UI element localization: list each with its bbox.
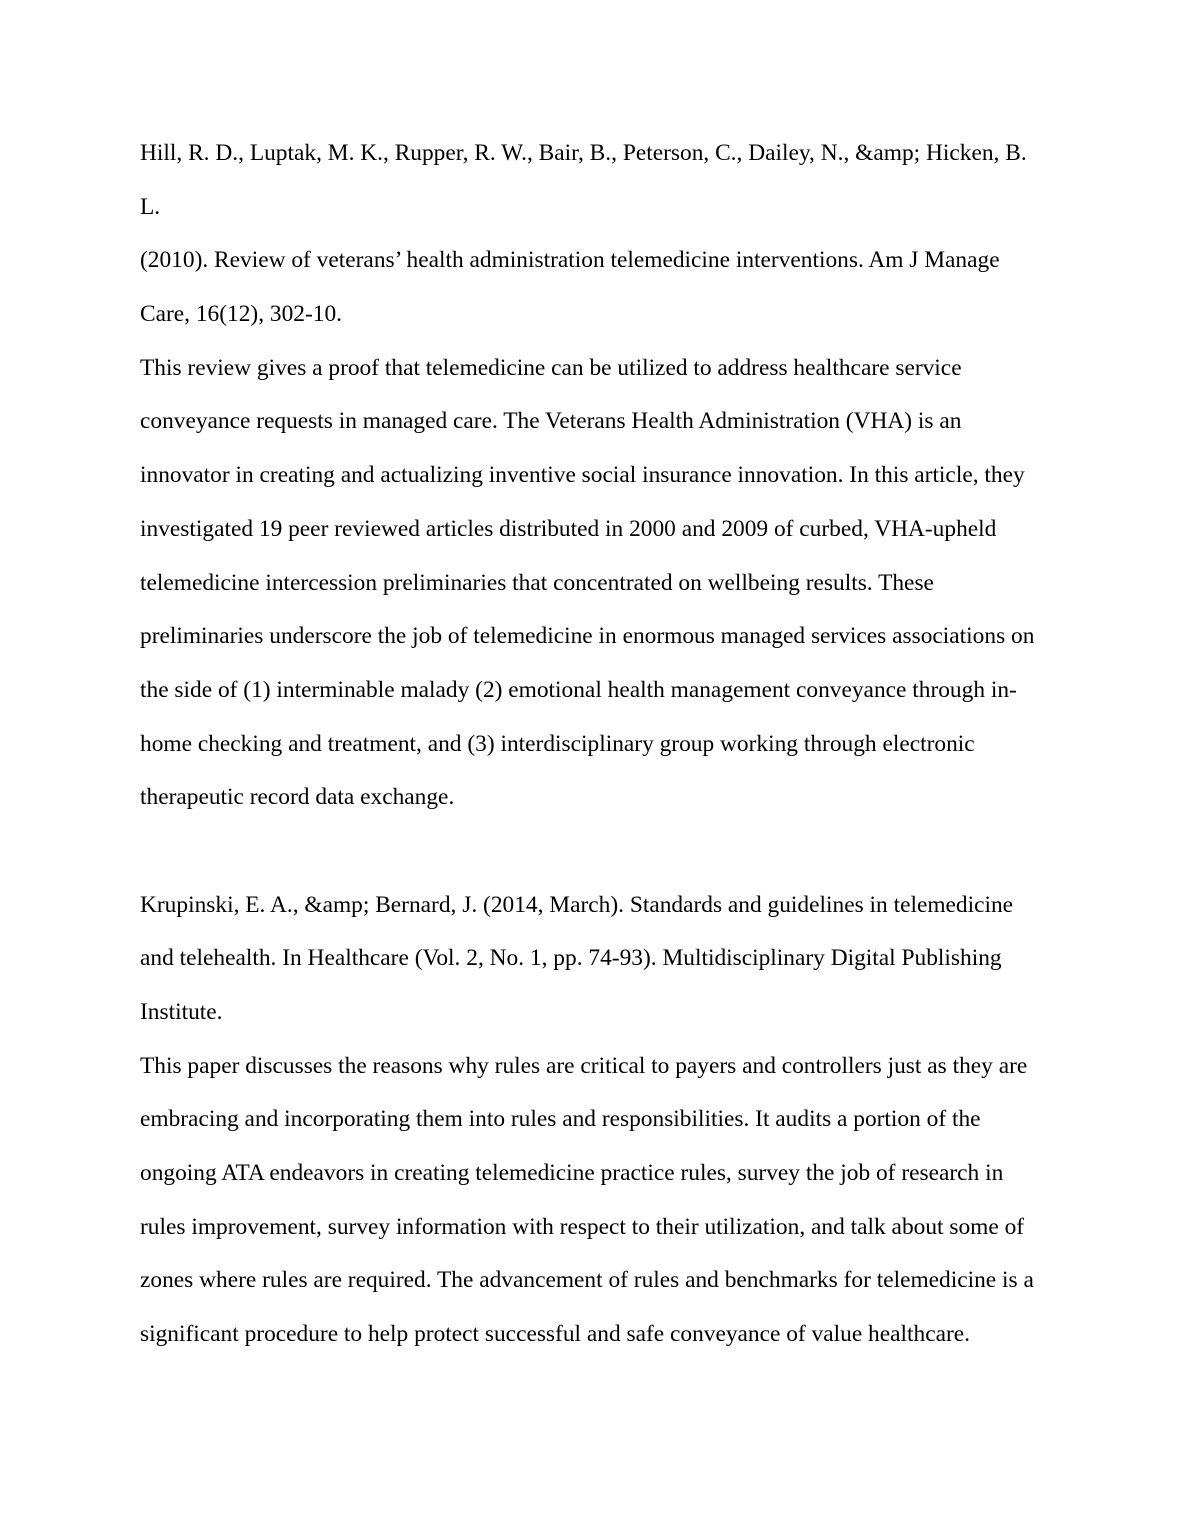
citation-line: L. xyxy=(140,193,161,220)
annotation-line: the side of (1) interminable malady (2) emotional health management conveyance through in- xyxy=(140,676,1017,703)
reference-entry xyxy=(140,127,1070,825)
annotation-line: innovator in creating and actualizing inventive social insurance innovation. In this article, they xyxy=(140,462,1025,489)
annotation-line: significant procedure to help protect successful and safe conveyance of value healthcare. xyxy=(140,1321,970,1348)
reference-entry xyxy=(140,879,1070,1362)
annotation-line: preliminaries underscore the job of telemedicine in enormous managed services associations on xyxy=(140,623,1035,650)
citation-line: (2010). Review of veterans’ health administration telemedicine interventions. Am J Manage xyxy=(140,247,1000,274)
annotation-line: This review gives a proof that telemedicine can be utilized to address healthcare service xyxy=(140,354,962,381)
annotation-line: zones where rules are required. The advancement of rules and benchmarks for telemedicine is a xyxy=(140,1267,1034,1294)
citation-line: and telehealth. In Healthcare (Vol. 2, No. 1, pp. 74-93). Multidisciplinary Digital Publishing xyxy=(140,945,1002,972)
citation-line: Institute. xyxy=(140,999,223,1025)
annotation-line: home checking and treatment, and (3) interdisciplinary group working through electronic xyxy=(140,730,975,757)
annotation-line: telemedicine intercession preliminaries that concentrated on wellbeing results. These xyxy=(140,569,934,596)
citation-line: Krupinski, E. A., &amp; Bernard, J. (2014, March). Standards and guidelines in telemedicine xyxy=(140,891,1014,918)
citation-line: Care, 16(12), 302-10. xyxy=(140,301,343,328)
paragraph-spacer xyxy=(140,825,1070,879)
annotation-line: therapeutic record data exchange. xyxy=(140,784,455,811)
citation-line: Hill, R. D., Luptak, M. K., Rupper, R. W., Bair, B., Peterson, C., Dailey, N., &amp; Hicken, B. xyxy=(140,140,1027,166)
annotation-line: investigated 19 peer reviewed articles distributed in 2000 and 2009 of curbed, VHA-upheld xyxy=(140,515,997,542)
annotation-line: This paper discusses the reasons why rules are critical to payers and controllers just as they are xyxy=(140,1052,1028,1079)
annotation-line: embracing and incorporating them into rules and responsibilities. It audits a portion of the xyxy=(140,1106,981,1133)
annotation-line: conveyance requests in managed care. The Veterans Health Administration (VHA) is an xyxy=(140,408,962,435)
annotation-line: ongoing ATA endeavors in creating telemedicine practice rules, survey the job of research in xyxy=(140,1160,1004,1187)
annotation-line: rules improvement, survey information with respect to their utilization, and talk about some of xyxy=(140,1213,1025,1240)
